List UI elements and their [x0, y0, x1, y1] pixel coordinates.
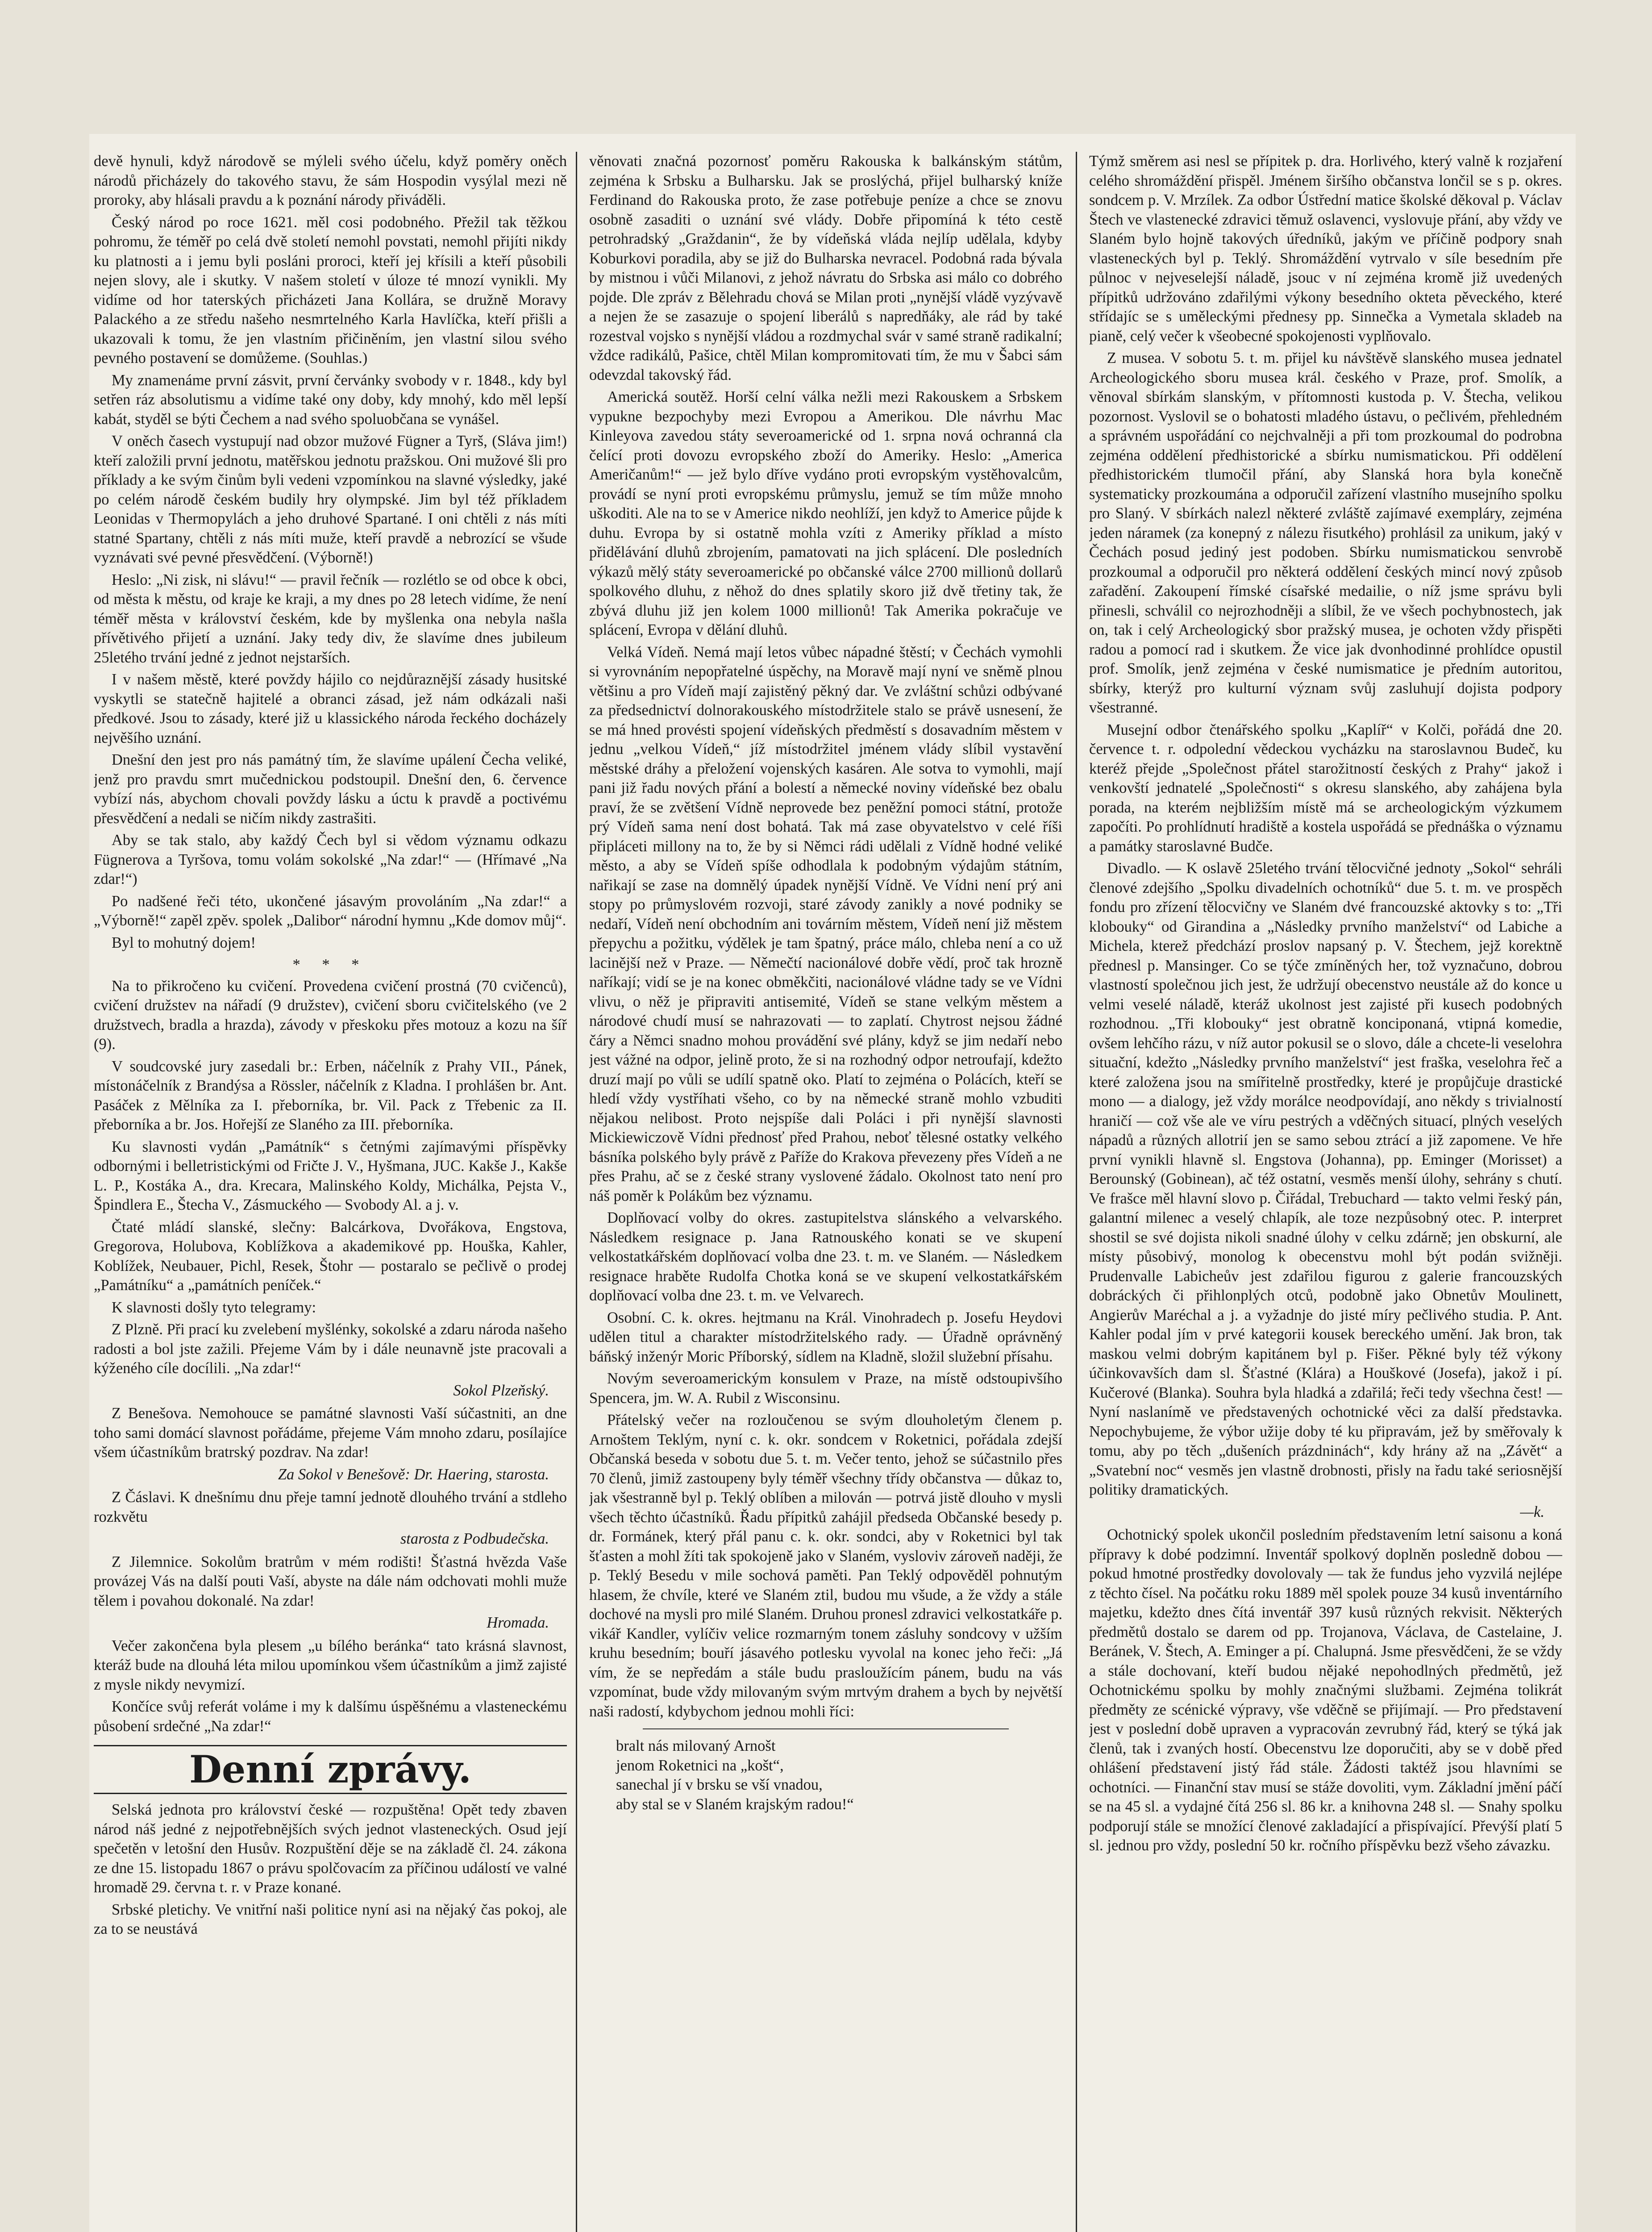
poem	[616, 1736, 1062, 1814]
paragraph: My znamenáme první zásvit, první červánky svobody v r. 1848., kdy byl setřen ráz absolutismu a vidíme také ony doby, kdy mnohý, kdo měl lepší kabát, styděl se býti Čechem a nad svého spoluobčana se vynášel.	[94, 371, 567, 428]
telegram: Z Jilemnice. Sokolům bratrům v mém rodišti! Šťastná hvězda Vaše provázej Vás na další pouti Vaší, abyste na dále nám odchovati mohli muže tělem i povahou dokonalé. Na zdar!	[94, 1553, 567, 1609]
poem-line: bralt nás milovaný Arnošt	[616, 1737, 776, 1754]
paragraph: Osobní. C. k. okres. hejtmanu na Král. Vinohradech p. Josefu Heydovi udělen titul a charakter místodržitelského rady. — Úřadně oprávněný báňský inženýr Moric Příborský, sídlem na Kladně, složil služební přísahu.	[589, 1309, 1062, 1365]
section-heading: Denní zprávy.	[94, 1745, 567, 1794]
paragraph: Na to přikročeno ku cvičení. Provedena cvičení prostná (70 cvičenců), cvičení družstev na nářadí (9 družstev), cvičení sboru cvičitelského (ve 2 družstvech, bradla a hrazda), závody v přeskoku přes motouz a kozu na šíř (9).	[94, 977, 567, 1053]
paragraph: Večer zakončena byla plesem „u bílého beránka“ tato krásná slavnost, kteráž bude na dlouhá léta milou upomínkou všem účastníkům a jimž zajisté z mysle nikdy nevymizí.	[94, 1637, 567, 1693]
newspaper-page	[89, 134, 1576, 2232]
column-divider	[1076, 152, 1077, 2232]
paragraph: Doplňovací volby do okres. zastupitelstva slánského a velvarského. Následkem resignace p. Jana Ratnouského konati se ve skupení velkostatkářském doplňovací volba dne 23. t. m. ve Slaném. — Následkem resignace hraběte Rudolfa Chotka koná se ve skupení velkostatkářském doplňovací volba dne 23. t. m. ve Velvarech.	[589, 1209, 1062, 1304]
paragraph: Ochotnický spolek ukončil posledním představením letní saisonu a koná přípravy k dobé podzimní. Inventář spolkový doplněn posledně dobou — pokud hmotné prostředky dovolovaly — tak že fundus jeho vyzvilá nejlépe z těchto čísel. Na počátku roku 1889 měl spolek pouze 34 kusů inventárního majetku, kdežto dnes čítá inventář 397 kusů různých rekvisit. Některých předmětů dostalo se darem od pp. Trojanova, Václava, de Castelaine, J. Beránek, V. Štech, A. Eminger a pí. Chalupná. Jsme přesvědčeni, že se vždy a stále dochovaní, kteří budou nějaké nepohodlných předmětů, jež Ochotnickému spolku by mohly značnými službami. Zejména tolikrát předměty ze scénické výpravy, vše vděčně se přijímají. — Pro představení jest v poslední době upraven a vypracován zevrubný řád, který se týká jak členů, tak i zvaných hostí. Obecenstvu lze doporučiti, aby se v době před ohlášení představení jistý řád stále. Žádosti taktéž jsou hlavními se ochotníci. — Finanční stav musí se stáže dovoliti, vym. Základní jmění páčí se na 45 sl. a vydajné čítá 256 sl. 86 kr. a knihovna 248 sl. — Snahy spolku podporují stále se množící členové zakladající a přispívající. Převýší platí 5 sl. jednou pro vždy, poslední 50 kr. ročního příspěvku bezž všeho závazku.	[1089, 1526, 1562, 1854]
paragraph: Týmž směrem asi nesl se přípitek p. dra. Horlivého, který valně k rozjaření celého shromáždění přispěl. Jménem širšího občanstva lončil se s p. okres. sondcem p. V. Mrzílek. Za odbor Ústřední matice školské děkoval p. Václav Štech ve vlastenecké zdravici těmuž oslavenci, vyslovuje přání, aby vždy ve Slaném bylo hojně takových úředníků, jakým ve příčině podpory snah vlasteneckých byl p. Teklý. Shromáždění vytrvalo v síle besedním pře půlnoc v nejveselejší náladě, jsouc v ní zejména kromě již uvedených přípitků udržováno zdařilými výkony besedního okteta pěveckého, které střídajíc se s uměleckými přednesy pp. Sinnečka a Vymetala skladeb na pianě, celý večer k všeobecné spokojenosti vyplňovalo.	[1089, 153, 1562, 345]
paragraph: Čtaté mládí slanské, slečny: Balcárkova, Dvořákova, Engstova, Gregorova, Holubova, Koblížkova a akademikové pp. Houška, Kahler, Koblížek, Neubauer, Pichl, Resek, Štohr — postaralo se pečlivě o prodej „Památníku“ a „památních peníček.“	[94, 1218, 567, 1294]
paragraph: Velká Vídeň. Nemá mají letos vůbec nápadné štěstí; v Čechách vymohli si vyrovnáním nepopřatelné úspěchy, na Moravě mají nyní ve sněmě plnou většinu a pro Vídeň mají zajistěný pěkný dar. Ve zvláštní schůzi odbývané za předsednictví dolnorakouského místodržitele stalo se právě usnesení, že se má hned provésti spojení vídeňských předměstí s dosavadním městem v jednu „velkou Vídeň,“ jíž místodržitel jménem vlády slíbil vystavění městské dráhy a přeložení vojenských kasáren. Ale sotva to vymohli, mají pani již řadu nových přání a bolestí a německé noviny vídeňské bez obalu praví, že se zvětšení Vídně neprovede bez peněžní pomoci státní, protože prý Vídeň sama není dost bohatá. Tak má zase obyvatelstvo v celé říši připláceti millony na to, že by si Němci rádi udělali z Vídně hodné veliké město, a aby se Vídeň spíše odhodlala k podobným výdajům státním, nařikají se zase na domnělý úpadek nynější Vídně. Ve Vídni není prý ani stopy po průmyslovém rozvoji, staré závody zanikly a nové podniky se nedaří, Vídeň není obchodním ani továrním městem, Vídeň není již městem přepychu a požitku, výdělek je tam špatný, práce málo, chleba není a co už lacinější než v Praze. — Němečtí nacionálové dobře vědí, proč tak hrozně naříkají; vidí se je na konec obměkčiti, nacionálové vládne tady se ve Vídni vlivu, o něž je připraviti antisemité, Vídeň se stane velkým městem a národové chudí musí se nahrazovati — to zaplatí. Chytrost nejsou žádné čáry a Němci snadno mohou provádění své plány, když se jim nedaří nebo jest vážné na odpor, jelině proto, že si na rozhodný odpor netroufají, kdežto druzí mají po vůli se udílí spatně oko. Platí to zejména o Polácích, kteří se hledí vždy vystříhati všeho, co by na německé straně mohlo vzbuditi nějakou nelibost. Proto nejspíše dali Poláci i při nynější slavnosti Mickiewiczově Vídni přednosť před Prahou, neboť tělesné ostatky velkého básníka polského byly právě z Paříže do Krakova převezeny přes Vídeň a ne přes Prahu, ač se z české strany vyslovené žádalo. Okolnost tato není pro náš poměr k Polákům bez významu.	[589, 643, 1062, 1204]
paragraph: I v našem městě, které povždy hájilo co nejdůraznější zásady husitské vyskytli se statečně hajitelé a obranci zásad, jež nám odkázali naši předkové. Jsou to zásady, které již u klassického národa řeckého docházely nejvěšího uznání.	[94, 671, 567, 746]
paragraph: Srbské pletichy. Ve vnitřní naši politice nyní asi na nějaký čas pokoj, ale za to se neustává	[94, 1901, 567, 1937]
paragraph: Přátelský večer na rozloučenou se svým dlouholetým členem p. Arnoštem Teklým, nyní c. k. okr. sondcem v Roketnici, pořádala zdejší Občanská beseda v sobotu due 5. t. m. Večer tento, jehož se súčastnilo přes 70 členů, jimiž zastoupeny byly téměř všechny třídy občanstva — důkaz to, jak všestranně byl p. Teklý oblíben a milován — potrvá jistě dlouho v mysli všech těchto účastníků. Řadu přípitků zahájil předseda Občanské besedy p. dr. Formánek, který přál panu c. k. okr. sondci, aby v Roketnici byl tak šťasten a mohl žíti tak spokojeně jako v Slaném, vysloviv zároveň naději, že p. Teklý Besedu v mile sochová paměti. Pan Teklý odpověděl pohnutým hlasem, že chvíle, které ve Slaném ztil, budou mu všude, a že vždy a stále dochové na mysli pro milé Slaném. Druhou pronesl zdravici velkostatkáře p. vikář Kandler, vylíčiv velice rozmarným tonem zásluhy sondcovy v užším kruhu besedním; bouří jásavého potlesku vyvolal na konec jeho řeči: „Já vím, že se nepředám a stále budu prasloužícím pánem, budu na vás vzpomínat, bude vždy milovaným svým mrtvým drahem a bych by největší naši radostí, kdybychom jednou mohli říci:	[589, 1412, 1062, 1720]
signature: starosta z Podbudečska.	[400, 1530, 549, 1547]
column-divider	[576, 152, 577, 2232]
paragraph: Musejní odbor čtenářského spolku „Kaplíř“ v Kolči, pořádá dne 20. července t. r. odpolední vědeckou vycházku na staroslavnou Budeč, ku kteréž přejde „Společnost přátel starožitností českých z Prahy“ jakož i venkovští jednatelé „Společnosti“ s okresu slanského, aby zahájena byla porada, na kterém nejbližším místě má se archeologickým výzkumem započíti. Po prohlídnutí hradiště a kostela uspořádá se přednáška o významu a památky staroslavné Budče.	[1089, 721, 1562, 855]
paragraph: devě hynuli, když národově se mýleli svého účelu, když poměry oněch národů přicházely do takového stavu, že sám Hospodin vysýlal mezi ně proroky, aby hlásali pravdu a k poznání národy přiváděli.	[94, 153, 567, 208]
poem-line: jenom Roketnici na „košt“,	[616, 1757, 784, 1774]
telegram: Z Plzně. Při prací ku zvelebení myšlénky, sokolské a zdaru národa našeho radosti a bol jste zažili. Přejeme Vám by i dále neunavně jste pracovali a kýženého cíle docílili. „Na zdar!“	[94, 1321, 567, 1377]
paragraph: K slavnosti došly tyto telegramy:	[112, 1299, 316, 1316]
paragraph: Dnešní den jest pro nás památný tím, že slavíme upálení Čecha veliké, jenž pro pravdu smrt mučednickou podstoupil. Dnešní den, 6. července vybízí nás, abychom chovali povždy lásku a úctu k pravdě a poctivému přesvědčení a nedali se ničím nikdy zastrašiti.	[94, 751, 567, 827]
paragraph: Selská jednota pro království české — rozpuštěna! Opět tedy zbaven národ náš jedné z nejpotřebnějších svých jednot vlasteneckých. Osud její spečetěn v letošní den Husův. Rozpuštění děje se na základě čl. 24. zákona ze dne 15. listopadu 1867 o právu spolčovacím za příčinou událostí ve valné hromadě 29. června t. r. v Praze konané.	[94, 1801, 567, 1896]
telegram: Z Benešova. Nemohouce se památné slavnosti Vaší súčastniti, an dne toho sami domácí slavnost pořádáme, přejeme Vám mnoho zdaru, posílajíce všem účastníkům bratrský pozdrav. Na zdar!	[94, 1405, 567, 1461]
paragraph: Po nadšené řeči této, ukončené jásavým provoláním „Na zdar!“ a „Výborně!“ zapěl zpěv. spolek „Dalibor“ národní hymnu „Kde domov můj“.	[94, 892, 567, 929]
paragraph: Byl to mohutný dojem!	[112, 934, 256, 951]
paragraph: věnovati značná pozornosť poměru Rakouska k balkánským státům, zejména k Srbsku a Bulharsku. Jak se proslýchá, přijel bulharský kníže Ferdinand do Rakouska proto, že zase potřebuje peníze a chce se znovu osobně zasaditi o uznání své vlády. Dobře připomíná k této cestě petrohradský „Graždanin“, že by vídeňská vláda nejlíp udělala, kdyby Koburkovi poradila, aby se již do Bulharska nevracel. Podobná rada bývala by mistnou i vůči Milanovi, z jehož návratu do Srbska asi málo co dobrého pojde. Dle zpráv z Bělehradu chová se Milan proti „nynější vládě vyzývavě a nejen že se zasazuje o spojení liberálů s napredňáky, ale rád by také rozestval vojsko s nynější vládou a rozdmychal svár v samé straně radikalní; vždce radikálů, Pašice, chtěl Milan kompromitovati tím, že mu v Šabci sám odevzdal takovský řád.	[589, 153, 1062, 383]
signature: —k.	[1520, 1503, 1544, 1520]
column-1	[94, 152, 567, 2232]
column-2	[589, 152, 1062, 2232]
paragraph: Divadlo. — K oslavě 25letého trvání tělocvičné jednoty „Sokol“ sehráli členové zdejšího „Spolku divadelních ochotníků“ due 5. t. m. ve prospěch fondu pro zřízení tělocvičny ve Slaném dvé francouzské aktovky s to: „Tři klobouky“ od Girandina a „Následky prvního manželství“ od Labiche a Michela, kterež předchází proslov napsaný p. V. Štechem, jejž korektně přednesl p. Mansinger. Co se týče zmíněných her, tož vyznačuno, dobrou vlastností společnou jich jest, že udržují obecenstvo neustále až do konce u velmi veselé náladě, kteráž ukolnost jest zajisté při kusech podobných rozhodnou. „Tři klobouky“ jest obratně konciponaná, vtipná komedie, ovšem lehčího rázu, v níž autor pokusil se o slovo, dále a chcete-li veselohra situační, kdežto „Následky prvního manželství“ jest fraška, veselohra řeč a které založena jsou na smířitelně prostředky, které je propůjčuje drastické mono — a dialogy, jež vždy morálce neodpovídají, ano někdy s trivialností hraničí — což vše ale ve víru pestrých a vděčných situací, plných veselých nápadů a různých allotrií jen se samo sebou ztrácí a již zapomene. Ve hře první vynikli hlavně sl. Engstova (Johanna), pp. Eminger (Morisset) a Berounský (Gobinean), ač též ostatní, vesměs menší úlohy, sehrány s chutí. Ve frašce měl hlavní slovo p. Čiřádal, Trebuchard — takto velmi řeský pán, galantní milenec a veselý chlapík, ale toze nezpůsobný otec. P. interpret shostil se své dojista nikoli snadné úlohy v celku zdárně; jen obskurní, ale místy působivý, monolog k obecenstvu mohl být podán svižněji. Prudenvalle Labicheův jest zdařilou figurou z galerie francouzských dobráckých či přihlonplých otců, podobně jako Obnetův Moulinett, Angierův Maréchal a j. a vyžadnje do jisté míry pečlivého studia. P. Ant. Kahler podal jím v prvé kategorii kousek bereckého umění. Jak bron, tak maskou velmi dobrým kapitánem byl p. Fišer. Pěkné byly též výkony účinkovavších dam sl. Šťastné (Klára) a Houškové (Josefa), jakož i pí. Kučerové (Blanka). Souhra byla hladká a zdařilá; řeči tedy všechna čest! — Nyní naslanímě ve představených ochotnické věci za další představka. Nepochybujeme, že výbor užije doby té ku připravám, jež by směřovaly k tomu, aby po těch „dušeních prázdninách“, kdy hrány až na „Závět“ a „Svatební noc“ vesměs jen vlastně drobnosti, přisly na řadu také seriosnější politiky dramatických.	[1089, 860, 1562, 1498]
paragraph: V soudcovské jury zasedali br.: Erben, náčelník z Prahy VII., Pánek, místonáčelník z Brandýsa a Rössler, náčelník z Kladna. I prohlášen br. Ant. Pasáček z Mělníka za I. přeborníka, br. Vil. Pack z Třebenic za II. přeborníka a br. Jos. Hořejší ze Slaného za III. přeborníka.	[94, 1058, 567, 1133]
signature: Hromada.	[487, 1614, 549, 1631]
paragraph: Novým severoamerickým konsulem v Praze, na místě odstoupivšího Spencera, jm. W. A. Rubil z Wisconsinu.	[589, 1370, 1062, 1407]
telegram: Z Čáslavi. K dnešnímu dnu přeje tamní jednotě dlouhého trvání a stdleho rozkvětu	[94, 1489, 567, 1525]
paragraph: V oněch časech vystupují nad obzor mužové Fügner a Tyrš, (Sláva jim!) kteří založili první jednotu, matěřskou jednotu pražskou. Oni mužové šli pro příklady a ke svým činům byli vedeni vzpomínkou na slavné výsledky, jaké po celém národě českém budily hry olympské. Jim byl též příkladem Leonidas v Thermopylách a jeho druhové Spartané. I oni chtěli z nás míti statné Spartany, chtěli z nás míti muže, kteří pravdě a nebrozící se všude vyznávati své pevné přesvědčení. (Výborně!)	[94, 433, 567, 566]
signature: Sokol Plzeňský.	[453, 1382, 549, 1399]
paragraph: Český národ po roce 1621. měl cosi podobného. Přežil tak těžkou pohromu, že téměř po celá dvě století nemohl povstati, nemohl přijíti nikdy ku platnosti a i jemu byli posláni proroci, kteří jej křísili a kteří působili nejen slovy, ale i skutky. V našem století v úloze té mnozí vynikli. My vidíme od hor taterských přicházeti Jana Kollára, se družně Moravy Palackého a ze středu našeho nesmrtelného Karla Havlíčka, kteří přišli a ukazovali k tomu, že jen vlastním přičiněním, jen vlastní silou svého pevného postavení se domůžeme. (Souhlas.)	[94, 213, 567, 366]
poem-line: sanechal jí v brsku se vší vnadou,	[616, 1776, 823, 1793]
paragraph: Ku slavnosti vydán „Památník“ s četnými zajímavými příspěvky odbornými i belletristickými od Fričte J. V., Hyšmana, JUC. Kakše J., Kakše L. P., Kostáka A., dra. Krecara, Malinského Koldy, Michálka, Pejsta V., Špindlera E., Štecha V., Zásmuckého — Svobody Al. a j. v.	[94, 1138, 567, 1213]
poem-line: aby stal se v Slaném krajským radou!“	[616, 1795, 854, 1813]
divider	[643, 1728, 1009, 1729]
paragraph: Heslo: „Ni zisk, ni slávu!“ — pravil řečník — rozlétlo se od obce k obci, od města k městu, od kraje ke kraji, a my dnes po 28 letech vidíme, že není téměř města v království českém, kde by myšlenka ona nebyla našla přívětivého přijetí a uznání. Jaky tedy div, že slavíme dnes jubileum 25letého trvání jedné z jednot nejstarších.	[94, 571, 567, 666]
column-3	[1089, 152, 1562, 2232]
signature: Za Sokol v Benešově: Dr. Haering, starosta.	[278, 1466, 549, 1483]
paragraph: Z musea. V sobotu 5. t. m. přijel ku návštěvě slanského musea jednatel Archeologického sboru musea král. českého v Praze, prof. Smolík, a věnoval sbírkám slanským, v přítomnosti kustoda p. V. Štecha, velikou pozornost. Vyslovil se o bohatosti mladého ústavu, o pečlivém, přehledném a správném uspořádání co nejchvalněji a při tom prozkoumal do podrobna zejména oddělení předhistorické a sbírku numismatickou. Při oddělení předhistorickém tlumočil přání, aby Slanská hora byla konečně systematicky prozkoumána a odporučil zařízení vlastního musejního spolku pro Slaný. V sbírkách nalezl některé zvláště zajímavé exempláry, zejména jeden náramek (za konepný z nálezu řisutkého) prohlásil za unikum, jaký v Čechách posud jediný jest podoben. Sbírku numismatickou senvrobě prozkoumal a odporučil pro některá oddělení českých mincí nový způsob zařadění. Zakoupení římské císařské medailie, o níž jsme správu byli přinesli, schválil co nejrozhodněji a slíbil, že ve všech pochybnostech, jak on, tak i celý Archeologický sbor pražský musea, je ochoten vždy přispěti radou a pomocí rad i skutkem. Že vice jak dvonhodinné prohlídce opustil prof. Smolík, jenž zejména v české numismatice je předním autoritou, sbírky, kterýž pro kulturní význam svůj zasluhují dojista podpory všestranné.	[1089, 350, 1562, 716]
paragraph: Aby se tak stalo, aby každý Čech byl si vědom významu odkazu Fügnerova a Tyršova, tomu volám sokolské „Na zdar!“ — (Hřímavé „Na zdar!“)	[94, 832, 567, 887]
section-stars: * * *	[292, 956, 368, 973]
paragraph: Končíce svůj referát voláme i my k dalšímu úspěšnému a vlasteneckému působení srdečné „Na zdar!“	[94, 1698, 567, 1735]
paragraph: Americká soutěž. Horší celní válka nežli mezi Rakouskem a Srbskem vypukne bezpochyby mezi Evropou a Amerikou. Dle návrhu Mac Kinleyova zavedou státy severoamerické od 1. srpna nová ochranná cla čelící proti dovozu evropského zboží do Ameriky. Heslo: „America Američanům!“ — jež bylo dříve vydáno proti evropským vystěhovalcům, provádí se nyní proti evropskému průmyslu, jemuž se tím může mnoho uškoditi. Ale na to se v Americe nikdo neohlíží, jen když to Americe půjde k duhu. Evropa by si ostatně mohla vzíti z Ameriky příklad a místo přidělávání dluhů zbrojením, pamatovati na jich splácení. Dle posledních výkazů mělý státy severoamerické po občanské válce 2700 millionů dollarů spolkového dluhu, z něhož do dnes splatily skoro již dvě třetiny tak, že zbývá dluhu již jen kolem 1000 millionů! Tak Amerika pokračuje ve splácení, Evropa v dělání dluhů.	[589, 388, 1062, 638]
